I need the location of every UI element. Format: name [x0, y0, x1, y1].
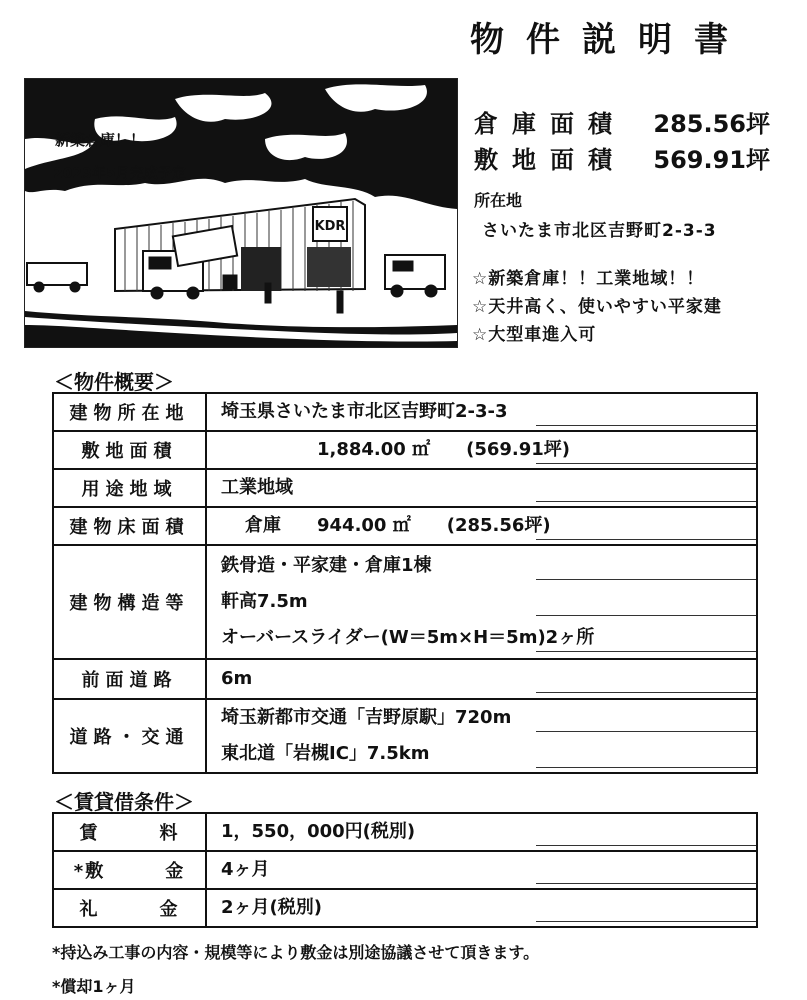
row-label-key-money: 礼 金	[53, 889, 206, 927]
warehouse-area-value: 285.56坪	[653, 110, 770, 138]
feature-item: ☆大型車進入可	[472, 325, 597, 345]
rent-text: 1，550，000円(税別)	[221, 814, 742, 850]
lease-heading: ＜賃貸借条件＞	[54, 790, 194, 814]
row-label-floor-area: 建物床面積	[53, 507, 206, 545]
row-label-access: 道路・交通	[53, 699, 206, 773]
row-value-deposit	[206, 851, 757, 889]
row-label-site-area: 敷地面積	[53, 431, 206, 469]
table-row	[53, 545, 757, 659]
row-value-structure	[206, 545, 757, 659]
deposit-text: 4ヶ月	[221, 852, 742, 888]
warehouse-area-line	[474, 104, 770, 139]
row-value-zoning	[206, 469, 757, 507]
row-value-frontage-road	[206, 659, 757, 699]
row-value-site-area	[206, 431, 757, 469]
table-row	[53, 699, 757, 773]
row-value-rent	[206, 813, 757, 851]
location-value: さいたま市北区吉野町2-3-3	[482, 221, 717, 241]
note-amortization: *償却1ヶ月	[52, 977, 136, 996]
location-label: 所在地	[474, 191, 523, 210]
table-row	[53, 507, 757, 545]
table-row	[53, 851, 757, 889]
table-row	[53, 431, 757, 469]
table-row	[53, 659, 757, 699]
lease-table	[52, 812, 758, 928]
row-label-frontage-road: 前面道路	[53, 659, 206, 699]
address-text: 埼玉県さいたま市北区吉野町2-3-3	[221, 394, 742, 430]
table-row	[53, 393, 757, 431]
ic-access-text: 東北道「岩槻IC」7.5km	[221, 736, 742, 772]
site-area-line	[474, 140, 770, 175]
key-money-text: 2ヶ月(税別)	[221, 890, 742, 926]
site-area-value: 569.91坪	[653, 146, 770, 174]
overview-table	[52, 392, 758, 774]
row-value-address	[206, 393, 757, 431]
zoning-text: 工業地域	[221, 470, 742, 506]
photo-caption-new-build: 新築倉庫！！	[55, 131, 146, 149]
warehouse-illustration	[25, 79, 457, 347]
row-value-floor-area	[206, 507, 757, 545]
overslider-text: オーバースライダー(W＝5m×H＝5m)2ヶ所	[221, 620, 742, 656]
building-sign-text: KDR	[314, 219, 346, 234]
row-value-access	[206, 699, 757, 773]
eave-height-text: 軒高7.5m	[221, 584, 742, 620]
floor-area-text: 倉庫 944.00 ㎡ (285.56坪)	[221, 508, 742, 544]
structure-text: 鉄骨造・平家建・倉庫1棟	[221, 548, 742, 584]
table-row	[53, 889, 757, 927]
row-label-address: 建物所在地	[53, 393, 206, 431]
warehouse-rendering-image	[24, 78, 458, 348]
photo-caption-completion: 2023年5月完成予定	[53, 166, 186, 182]
station-access-text: 埼玉新都市交通「吉野原駅」720m	[221, 700, 742, 736]
site-area-label: 敷地面積	[474, 146, 626, 174]
table-row	[53, 469, 757, 507]
table-row	[53, 813, 757, 851]
row-value-key-money	[206, 889, 757, 927]
feature-item: ☆新築倉庫！！工業地域！！	[472, 269, 705, 289]
row-label-structure: 建物構造等	[53, 545, 206, 659]
row-label-zoning: 用途地域	[53, 469, 206, 507]
row-label-rent: 賃 料	[53, 813, 206, 851]
document-title: 物件説明書	[470, 20, 750, 60]
row-label-deposit: *敷 金	[53, 851, 206, 889]
overview-heading: ＜物件概要＞	[54, 370, 174, 394]
feature-item: ☆天井高く、使いやすい平家建	[472, 297, 722, 317]
warehouse-area-label: 倉庫面積	[474, 110, 626, 138]
site-area-text: 1,884.00 ㎡ (569.91坪)	[221, 432, 742, 468]
note-deposit: *持込み工事の内容・規模等により敷金は別途協議させて頂きます。	[52, 943, 540, 962]
frontage-road-text: 6m	[221, 661, 742, 697]
